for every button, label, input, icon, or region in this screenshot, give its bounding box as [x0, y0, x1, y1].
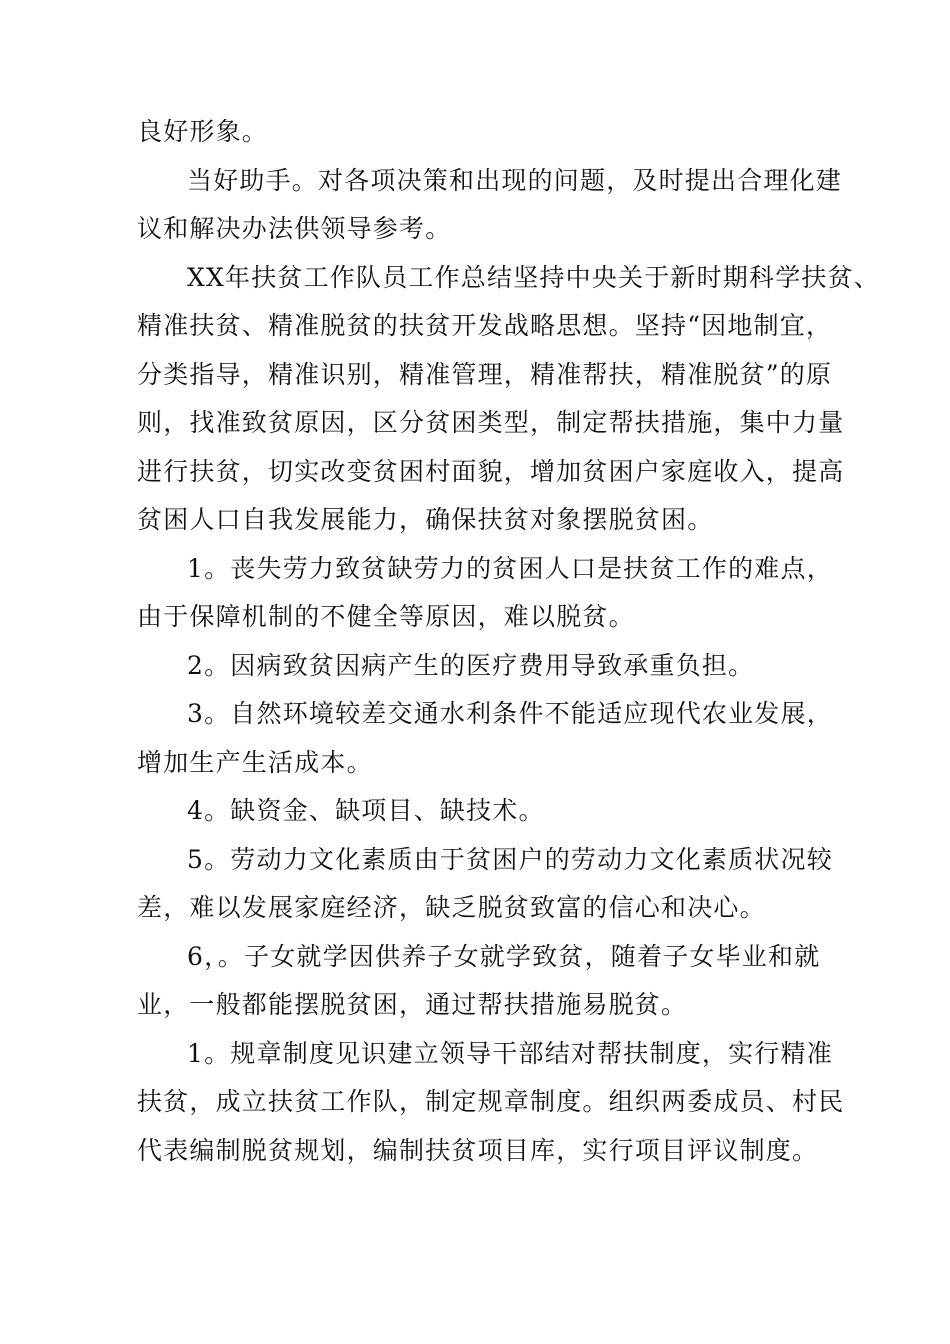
body-text	[137, 108, 880, 1175]
text-line: 2。因病致贫因病产生的医疗费用导致承重负担。	[187, 650, 755, 680]
text-line: 扶贫，成立扶贫工作队，制定规章制度。组织两委成员、村民	[137, 1087, 845, 1116]
text-line: 则，找准致贫原因，区分贫困类型，制定帮扶措施，集中力量	[137, 408, 845, 437]
text-line: 分类指导，精准识别，精准管理，精准帮扶，精准脱贫”的原	[137, 359, 833, 389]
text-line: 当好助手。对各项决策和出现的问题，及时提出合理化建	[187, 165, 843, 195]
text-line: 良好形象。	[137, 117, 269, 146]
text-line: 精准扶贫、精准脱贫的扶贫开发战略思想。坚持“因地制宜，	[137, 311, 833, 340]
text-line: 6，。子女就学因供养子女就学致贫，随着子女毕业和就	[187, 941, 821, 971]
text-line: 1。丧失劳力致贫缺劳力的贫困人口是扶贫工作的难点，	[187, 553, 833, 583]
text-line: XX年扶贫工作队员工作总结坚持中央关于新时期科学扶贫、	[187, 262, 880, 292]
text-line: 业，一般都能摆脱贫困，通过帮扶措施易脱贫。	[137, 990, 688, 1019]
text-line: 代表编制脱贫规划，编制扶贫项目库，实行项目评议制度。	[137, 1135, 819, 1165]
text-line: 1。规章制度见识建立领导干部结对帮扶制度，实行精准	[187, 1038, 833, 1068]
text-line: 议和解决办法供领导参考。	[137, 214, 452, 243]
text-line: 贫困人口自我发展能力，确保扶贫对象摆脱贫困。	[137, 505, 714, 534]
text-line: 3。自然环境较差交通水利条件不能适应现代农业发展，	[187, 699, 833, 728]
text-line: 由于保障机制的不健全等原因，难以脱贫。	[137, 602, 635, 631]
text-line: 5。劳动力文化素质由于贫困户的劳动力文化素质状况较	[187, 844, 833, 874]
text-line: 进行扶贫，切实改变贫困村面貌，增加贫困户家庭收入，提高	[137, 456, 845, 486]
text-line: 差，难以发展家庭经济，缺乏脱贫致富的信心和决心。	[137, 893, 766, 922]
text-line: 4。缺资金、缺项目、缺技术。	[187, 796, 545, 825]
text-line: 增加生产生活成本。	[137, 747, 373, 777]
